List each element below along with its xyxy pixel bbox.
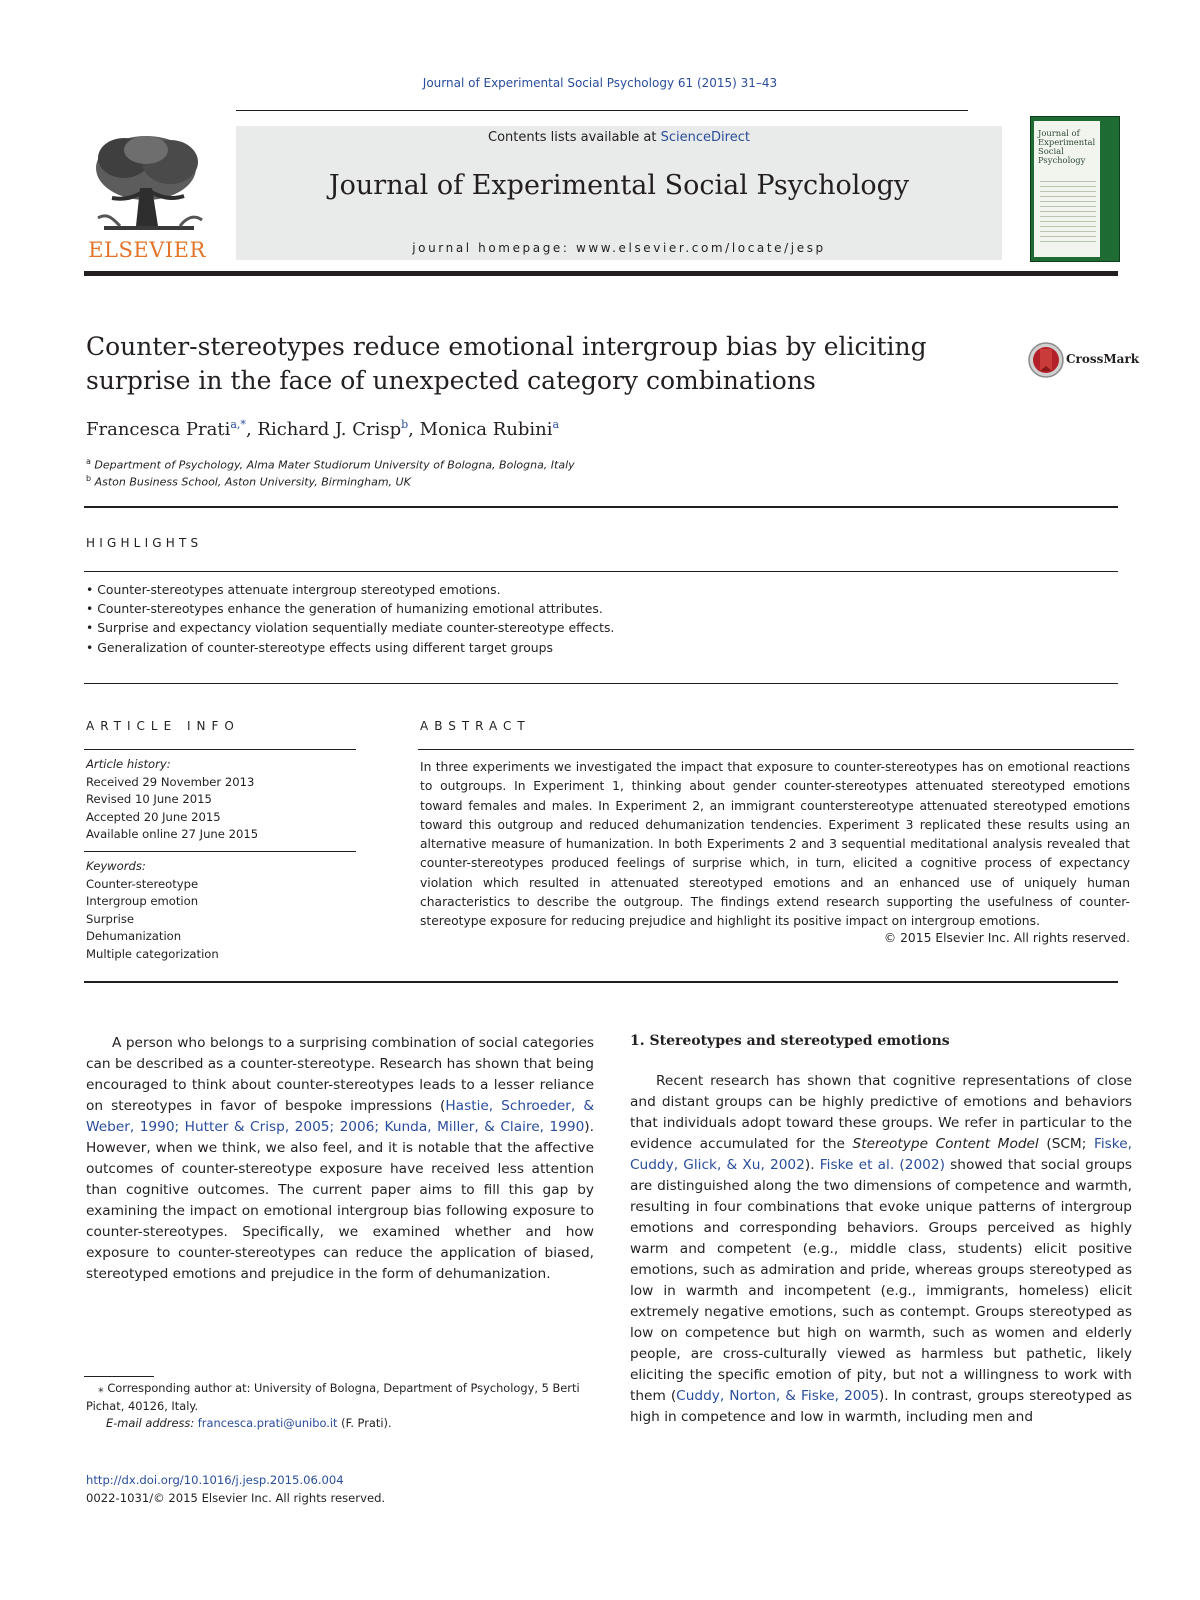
history-item: Revised 10 June 2015 <box>86 792 212 807</box>
affiliation-b <box>86 474 411 489</box>
journal-title: Journal of Experimental Social Psychology <box>328 170 910 201</box>
affiliation-text: Department of Psychology, Alma Mater Studiorum University of Bologna, Bologna, Italy <box>94 458 575 472</box>
author-list <box>86 418 559 440</box>
keyword-item: Intergroup emotion <box>86 894 199 909</box>
highlights-heading: HIGHLIGHTS <box>86 536 203 550</box>
abstract-text: In three experiments we investigated the impact that exposure to counter-stereotypes has on emotional reactions to outgroups. In Experiment 1, thinking about gender counter-stereotypes attenuated stereotyped emotions toward females and males. In Experiment 2, an immigrant counterstereotype attenuated stereotyped emotions toward this outgroup and reduced dehumanization tendencies. Experiment 3 replicated these results using an alternative measure of humanization. In both Experiments 2 and 3 sequential meditational analysis revealed that counter-stereotypes produced feelings of surprise which, in turn, elicited a cognitive process of expectancy violation which resulted in attenuated stereotyped emotions and an enhanced use of uniquely human characteristics to describe the outgroup. The findings extend research supporting the usefulness of counter-stereotype exposure for reducing prejudice and highlight its positive impact on intergroup emotions. <box>420 760 1130 929</box>
elsevier-wordmark: ELSEVIER <box>88 238 206 262</box>
keyword-item: Dehumanization <box>86 929 182 944</box>
cover-text-lines <box>1040 181 1096 246</box>
keywords-rule <box>84 851 356 852</box>
author-separator: , <box>408 419 420 440</box>
crossmark-icon[interactable] <box>1028 340 1064 380</box>
author-email-link[interactable]: francesca.prati@unibo.it <box>197 1416 338 1431</box>
author-name[interactable]: Richard J. Crisp <box>257 419 402 440</box>
email-suffix: (F. Prati). <box>337 1416 392 1431</box>
keyword-item: Surprise <box>86 911 134 926</box>
contents-line <box>236 130 1002 145</box>
cover-page <box>1034 121 1100 257</box>
author-affiliation-mark[interactable]: a,* <box>230 418 246 431</box>
header-bottom-rule <box>84 271 1118 276</box>
article-info-heading: ARTICLE INFO <box>86 719 240 733</box>
author-separator: , <box>245 419 258 440</box>
keyword-item: Counter-stereotype <box>86 876 199 891</box>
author-name[interactable]: Monica Rubini <box>419 419 553 440</box>
highlight-item: • Surprise and expectancy violation sequentially mediate counter-stereotype effects. <box>86 618 614 637</box>
journal-cover-thumbnail[interactable] <box>1030 116 1120 262</box>
email-label: E-mail address: <box>106 1416 198 1431</box>
cover-title: Journal of Experimental Social Psychology <box>1038 128 1096 165</box>
affiliation-mark: a <box>86 457 91 466</box>
affiliation-a <box>86 457 575 472</box>
article-title: Counter-stereotypes reduce emotional intergroup bias by eliciting surprise in the face of unexpected category combinations <box>86 332 927 395</box>
footnote-rule <box>84 1376 154 1377</box>
doi-link[interactable]: http://dx.doi.org/10.1016/j.jesp.2015.06.004 <box>86 1473 344 1487</box>
section-text: (SCM; <box>1038 1136 1094 1152</box>
affiliation-text: Aston Business School, Aston University, Birmingham, UK <box>94 475 411 489</box>
contents-prefix: Contents lists available at <box>488 130 661 145</box>
corresponding-author-footnote <box>86 1380 594 1433</box>
highlight-item: • Counter-stereotypes attenuate intergroup stereotyped emotions. <box>86 580 614 599</box>
history-label: Article history: <box>86 757 171 771</box>
model-name: Stereotype Content Model <box>852 1136 1039 1152</box>
journal-citation[interactable]: Journal of Experimental Social Psychology 61 (2015) 31–43 <box>422 76 778 90</box>
history-item: Received 29 November 2013 <box>86 774 255 789</box>
citation-link[interactable]: Fiske, Cuddy, Glick, & Xu, 2002 <box>630 1136 1132 1173</box>
section-paragraph <box>630 1071 1132 1428</box>
author-affiliation-mark[interactable]: b <box>401 418 409 431</box>
citation-link[interactable]: Cuddy, Norton, & Fiske, 2005 <box>676 1388 879 1404</box>
citation-link[interactable]: Hastie, Schroeder, & Weber, 1990; Hutter & Crisp, 2005; 2006; Kunda, Miller, & Claire, 1990 <box>86 1098 594 1135</box>
header-top-rule <box>236 110 968 111</box>
highlight-item: • Counter-stereotypes enhance the generation of humanizing emotional attributes. <box>86 599 614 618</box>
author-name[interactable]: Francesca Prati <box>86 419 231 440</box>
section-text: showed that social groups are distinguished along the two dimensions of competence and warmth, resulting in four combinations that evoke unique patterns of intergroup emotions and corresponding behaviors. Groups perceived as highly warm and competent (e.g., middle class, students) elicit positive emotions, such as admiration and pride, whereas groups stereotyped as low in warmth and incompetent (e.g., immigrants, homeless) elicit extremely negative emotions, such as contempt. Groups stereotyped as low on competence but high on warmth, such as women and elderly people, are cross-culturally viewed as harmless but pathetic, likely eliciting the specific emotion of pity, but not a willingness to work with them ( <box>630 1157 1133 1404</box>
history-item: Available online 27 June 2015 <box>86 827 259 842</box>
highlights-top-rule <box>84 571 1118 572</box>
front-matter-bottom-rule <box>84 981 1118 983</box>
footnote-text: Corresponding author at: University of Bologna, Department of Psychology, 5 Berti Pichat, 40126, Italy. <box>86 1381 580 1413</box>
section-text: ). In contrast, groups stereotyped as high in competence and low in warmth, including men and <box>630 1388 1132 1425</box>
intro-paragraph <box>86 1033 594 1285</box>
doi-block <box>86 1472 385 1507</box>
article-info-rule <box>84 749 356 750</box>
journal-homepage[interactable]: journal homepage: www.elsevier.com/locate/jesp <box>412 241 826 255</box>
intro-text: ). However, when we think, we also feel, and it is notable that the affective outcomes of counter-stereotype exposure have received less attention than cognitive outcomes. The current paper aims to fill this gap by examining the impact on emotional intergroup bias following exposure to counter-stereotypes. Specifically, we examined whether and how exposure to counter-stereotypes can reduce the application of biased, stereotyped emotions and prejudice in the form of dehumanization. <box>86 1119 594 1282</box>
keywords <box>86 858 219 964</box>
intro-text: A person who belongs to a surprising combination of social categories can be described as a counter-stereotype. Research has shown that being encouraged to think about counter-stereotypes leads to a lesser reliance on stereotypes in favor of bespoke impressions ( <box>86 1035 594 1114</box>
footnote-mark: ⁎ <box>98 1381 104 1395</box>
crossmark-label[interactable]: CrossMark <box>1066 352 1140 366</box>
abstract-heading: ABSTRACT <box>420 719 531 733</box>
section-text: Recent research has shown that cognitive representations of close and distant groups can be highly predictive of emotions and behaviors that individuals adopt toward these groups. We refer in particular to the evidence accumulated for the <box>630 1073 1132 1152</box>
highlight-item: • Generalization of counter-stereotype effects using different target groups <box>86 638 614 657</box>
affiliation-mark: b <box>86 474 92 483</box>
citation-link[interactable]: Fiske et al. (2002) <box>819 1157 945 1173</box>
keyword-item: Multiple categorization <box>86 946 219 961</box>
highlights-bottom-rule <box>84 683 1118 684</box>
article-history <box>86 756 258 844</box>
sciencedirect-link[interactable]: ScienceDirect <box>660 130 750 145</box>
section-text: ). <box>804 1157 820 1173</box>
section-heading: 1. Stereotypes and stereotyped emotions <box>630 1033 950 1049</box>
title-bottom-rule <box>84 506 1118 508</box>
highlights-list <box>86 580 614 657</box>
keywords-label: Keywords: <box>86 859 146 873</box>
author-affiliation-mark[interactable]: a <box>552 418 560 431</box>
issn-copyright: 0022-1031/© 2015 Elsevier Inc. All rights reserved. <box>86 1490 386 1505</box>
abstract-copyright: © 2015 Elsevier Inc. All rights reserved. <box>883 931 1130 945</box>
history-item: Accepted 20 June 2015 <box>86 809 221 824</box>
abstract-rule <box>418 749 1134 750</box>
